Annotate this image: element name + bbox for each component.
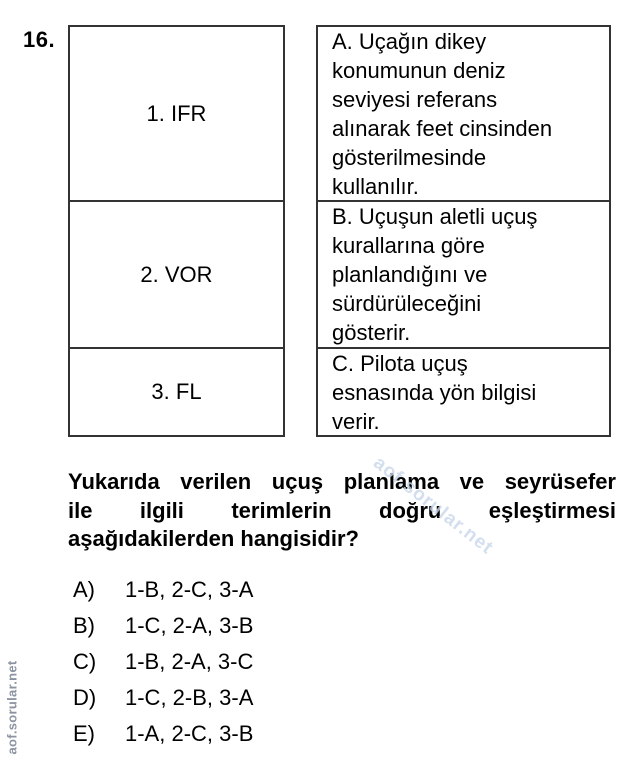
definition-line: verir. [332,409,380,434]
option-text: 1-C, 2-A, 3-B [125,613,254,638]
definition-line: planlandığını ve [332,262,488,287]
term-label: 3. FL [151,379,202,404]
term-cell-1 [70,27,283,201]
definition-line: konumunun deniz [332,58,506,83]
option-letter: A) [73,577,95,602]
definition-line: C. Pilota uçuş [332,351,468,376]
option-text: 1-B, 2-A, 3-C [125,649,254,674]
term-cell-3 [70,349,283,435]
term-label: 2. VOR [140,262,213,287]
definition-line: seviyesi referans [332,87,498,112]
definition-line: kullanılır. [332,174,419,199]
definition-line: gösterir. [332,320,411,345]
watermark-vertical: aof.sorular.net [4,660,20,755]
definition-line: B. Uçuşun aletli uçuş [332,204,538,229]
stem-line: aşağıdakilerden hangisidir? [68,526,359,551]
definition-cell-c [318,349,609,435]
option-letter: E) [73,721,95,746]
definition-line: gösterilmesinde [332,145,487,170]
definition-cell-b [318,202,609,348]
option-letter: D) [73,685,97,710]
term-cell-2 [70,202,283,348]
option-text: 1-B, 2-C, 3-A [125,577,254,602]
watermark-diagonal: aof.sorular.net [369,452,498,559]
definitions-table [316,25,611,437]
definition-line: sürdürüleceğini [332,291,482,316]
stem-line: Yukarıda verilen uçuş planlama ve seyrüsefer [68,469,616,494]
stem-line: ile ilgili terimlerin doğru eşleştirmesi [68,497,616,523]
definition-line: esnasında yön bilgisi [332,380,537,405]
question-stem [68,468,616,554]
definition-cell-a [318,27,609,201]
definition-line: alınarak feet cinsinden [332,116,553,141]
definition-line: A. Uçağın dikey [332,29,487,54]
option-letter: C) [73,649,97,674]
option-text: 1-A, 2-C, 3-B [125,721,254,746]
definition-line: kurallarına göre [332,233,485,258]
question-number: 16. [23,27,56,52]
option-letter: B) [73,613,95,638]
option-text: 1-C, 2-B, 3-A [125,685,254,710]
term-label: 1. IFR [146,101,207,126]
terms-table [68,25,285,437]
